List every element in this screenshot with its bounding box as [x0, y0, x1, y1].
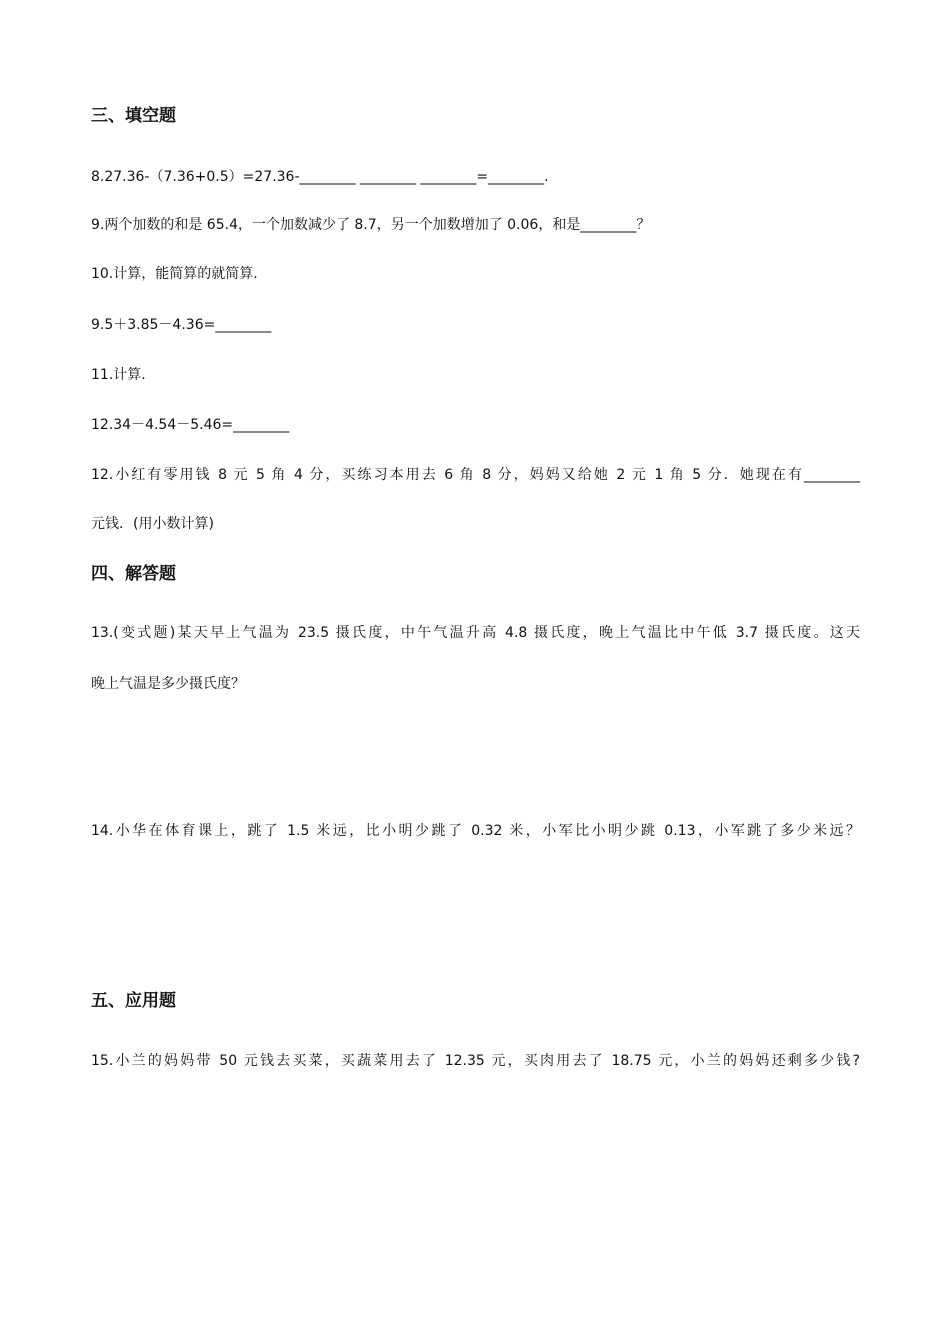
- question-12-line-1: 12.小红有零用钱 8 元 5 角 4 分，买练习本用去 6 角 8 分，妈妈又给她 2 元 1 角 5 分．她现在有________: [91, 467, 860, 483]
- question-10-expression: 9.5＋3.85－4.36=________: [91, 317, 272, 333]
- section-title-fill-in: 三、填空题: [91, 106, 176, 126]
- question-13-line-1: 13.(变式题)某天早上气温为 23.5 摄氏度，中午气温升高 4.8 摄氏度，晚上气温比中午低 3.7 摄氏度。这天: [91, 625, 860, 641]
- question-11: 11.计算.: [91, 367, 146, 383]
- question-8: 8.27.36-（7.36+0.5）=27.36-________ ________ ________=________.: [91, 169, 549, 185]
- question-14: 14.小华在体育课上，跳了 1.5 米远，比小明少跳了 0.32 米，小军比小明少跳 0.13，小军跳了多少米远？: [91, 823, 860, 839]
- question-9: 9.两个加数的和是 65.4，一个加数减少了 8.7，另一个加数增加了 0.06，和是________？: [91, 217, 651, 233]
- question-12-line-2: 元钱．(用小数计算): [91, 516, 214, 532]
- section-title-application: 五、应用题: [91, 991, 176, 1011]
- question-10: 10.计算，能简算的就简算.: [91, 266, 258, 282]
- question-11-expression: 12.34－4.54－5.46=________: [91, 417, 290, 433]
- question-15: 15.小兰的妈妈带 50 元钱去买菜，买蔬菜用去了 12.35 元，买肉用去了 18.75 元，小兰的妈妈还剩多少钱?: [91, 1053, 860, 1069]
- question-13-line-2: 晚上气温是多少摄氏度？: [91, 676, 245, 692]
- section-title-answer: 四、解答题: [91, 564, 176, 584]
